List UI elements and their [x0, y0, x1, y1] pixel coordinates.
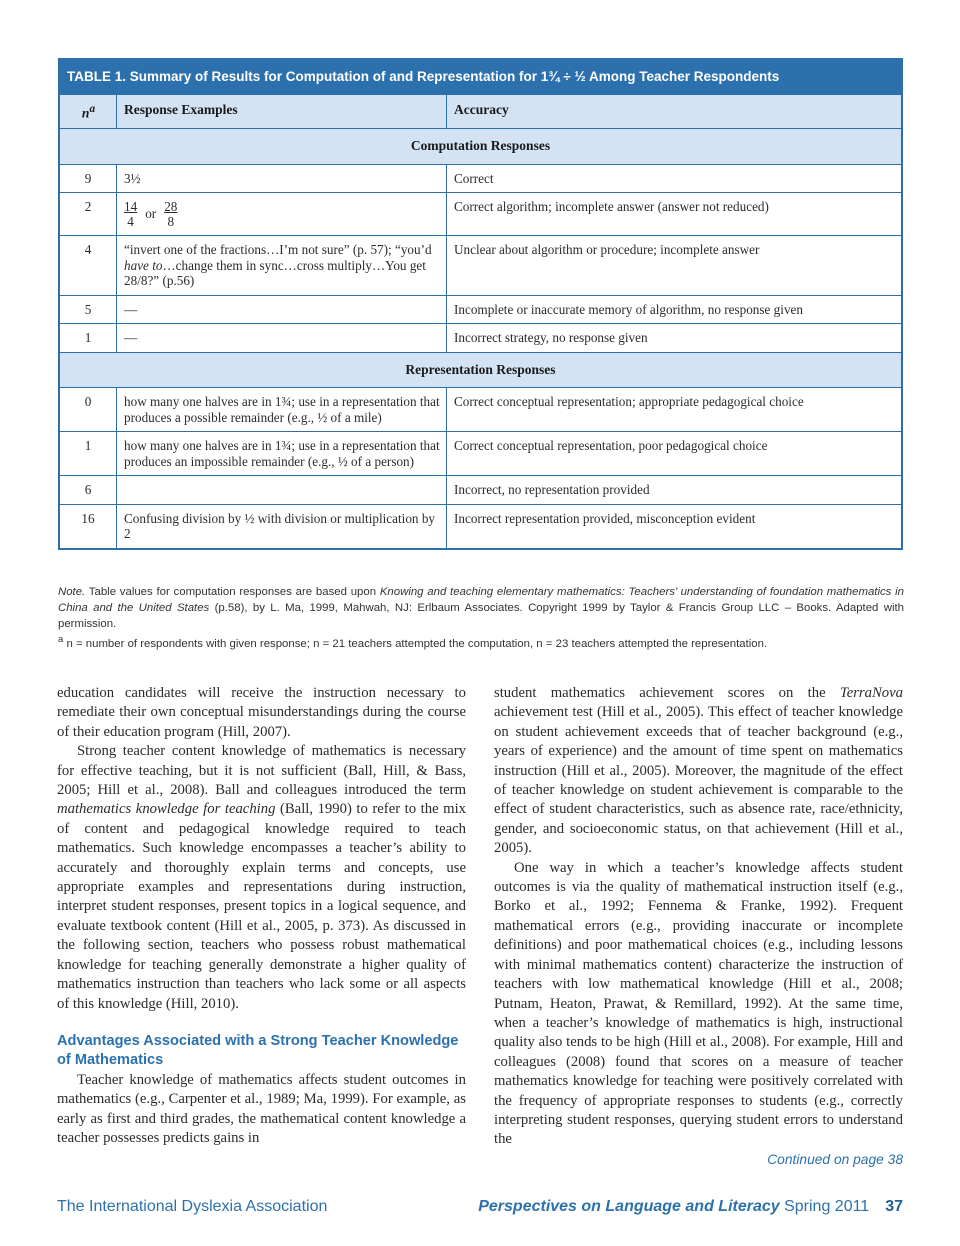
table-row	[60, 504, 902, 548]
count-cell: 0	[60, 388, 117, 432]
accuracy-cell: Unclear about algorithm or procedure; incomplete answer	[447, 236, 902, 296]
quote-emphasis: have to	[124, 257, 163, 273]
note-label: Note.	[58, 586, 86, 598]
footer-publication	[478, 1198, 903, 1216]
page-number: 37	[885, 1198, 903, 1215]
left-column	[57, 684, 466, 1148]
n-column-header	[60, 95, 117, 129]
accuracy-cell: Correct algorithm; incomplete answer (answer not reduced)	[447, 193, 902, 236]
table-row	[60, 236, 902, 296]
table-footnote	[58, 632, 904, 652]
right-column	[494, 684, 903, 1169]
n-header-footnote-mark: a	[89, 103, 96, 115]
example-cell: 3½	[117, 164, 447, 193]
table-notes	[58, 584, 904, 652]
example-cell	[117, 193, 447, 236]
continued-link[interactable]: Continued on page 38	[767, 1151, 903, 1167]
example-cell	[117, 476, 447, 505]
section-title-representation: Representation Responses	[60, 352, 902, 388]
table-row	[60, 432, 902, 476]
section-title-computation: Computation Responses	[60, 129, 902, 165]
results-table	[59, 94, 902, 549]
paragraph-text: Strong teacher content knowledge of mathematics is necessary for effective teaching, but it is not sufficient (Ball, Hill, & Bass, 2005; Hill et al., 2008). Ball and colleagues introduced the term	[57, 743, 466, 799]
note-text: Table values for computation responses are based upon	[85, 586, 380, 598]
body-paragraph: One way in which a teacher’s knowledge affects student outcomes is via the quality of mathematical instruction itself (e.g., Borko et al., 1992; Fennema & Franke, 1992). Frequent mathematical errors (e.g., providing inaccurate or incomplete definitions) and poor mathematical choices (e.g., including lessons with minimal mathematics content) characterize the instruction of teachers with low mathematical knowledge (Hill et al., 2008; Putnam, Heaton, Prawat, & Remillard, 1992). At the same time, when a teacher’s knowledge of mathematics is high, instructional quality also tends to be high (Hill et al., 2008). For example, Hill and colleagues (2008) found that scores on a measure of teacher mathematics knowledge for teaching were positively correlated with the frequency of appropriate responses to students (e.g., correctly interpreting student responses, querying student errors to understand the	[494, 859, 903, 1148]
table-row	[60, 324, 902, 353]
section-row-computation	[60, 129, 902, 165]
note-text: (p.58), by L. Ma, 1999, Mahwah, NJ: Erlbaum Associates. Copyright 1999 by Taylor & Francis Group LLC – Books. Adapted with permission.	[58, 602, 904, 630]
accuracy-cell: Correct conceptual representation, poor pedagogical choice	[447, 432, 902, 476]
fraction-denominator: 4	[127, 214, 134, 229]
table-header-row	[60, 95, 902, 129]
table-row	[60, 295, 902, 324]
accuracy-cell: Incorrect representation provided, misconception evident	[447, 504, 902, 548]
table-row	[60, 164, 902, 193]
fraction-14-4	[124, 199, 137, 229]
table-row	[60, 476, 902, 505]
summary-table	[58, 58, 903, 550]
table-row	[60, 388, 902, 432]
quote-part: “invert one of the fractions…I’m not sure” (p. 57); “you’d	[124, 242, 432, 257]
example-cell: —	[117, 295, 447, 324]
page-footer	[57, 1198, 903, 1220]
quote-part: …change them in sync…cross multiply…You get 28/8?” (p.56)	[124, 257, 426, 288]
accuracy-cell: Correct	[447, 164, 902, 193]
test-name: TerraNova	[839, 685, 903, 701]
footer-journal-title: Perspectives on Language and Literacy	[478, 1198, 780, 1215]
term-emphasis: mathematics knowledge for teaching	[57, 801, 276, 818]
count-cell: 6	[60, 476, 117, 505]
accuracy-cell: Incomplete or inaccurate memory of algorithm, no response given	[447, 295, 902, 324]
note-source-title: Knowing and teaching elementary mathematics: Teachers’ understanding of foundation mathematics in China and the United States	[58, 586, 905, 614]
footnote-mark: a	[58, 634, 64, 645]
count-cell: 4	[60, 236, 117, 296]
section-heading: Advantages Associated with a Strong Teacher Knowledge of Mathematics	[57, 1032, 459, 1069]
table-caption: TABLE 1. Summary of Results for Computation of and Representation for 1¾ ÷ ½ Among Teacher Respondents	[59, 59, 902, 94]
body-paragraph: Teacher knowledge of mathematics affects student outcomes in mathematics (e.g., Carpenter et al., 1989; Ma, 1999). For example, as early as first and third grades, the mathematical content knowledge a teacher possesses predicts gains in	[57, 1071, 466, 1146]
paragraph-text: (Ball, 1990) to refer to the mix of content and pedagogical knowledge required to teach mathematics. Such knowledge encompasses a teacher’s ability to accurately and thoroughly explain terms and concepts, use appropriate examples and representations during instruction, interpret student responses, present topics in a logical sequence, and evaluate textbook content (Hill et al., 2005, p. 373). As discussed in the following section, teachers who possess robust mathematical knowledge for teaching generally demonstrate a higher quality of mathematics instruction than teachers who lack some or all aspects of this knowledge (Hill, 2010).	[57, 801, 466, 1012]
count-cell: 1	[60, 432, 117, 476]
fraction-numerator: 28	[164, 199, 178, 214]
body-paragraph: education candidates will receive the instruction necessary to remediate their own conceptual misunderstandings during the course of their education program (Hill, 2007).	[57, 685, 466, 740]
count-cell: 9	[60, 164, 117, 193]
footnote-text: n = number of respondents with given response; n = 21 teachers attempted the computation, n = 23 teachers attempted the representation.	[63, 637, 768, 650]
count-cell: 2	[60, 193, 117, 236]
table-row	[60, 193, 902, 236]
accuracy-column-header: Accuracy	[447, 95, 902, 129]
fraction-28-8	[164, 199, 177, 229]
footer-organization: The International Dyslexia Association	[57, 1198, 328, 1215]
body-paragraph	[57, 742, 466, 1014]
examples-column-header: Response Examples	[117, 95, 447, 129]
body-paragraph	[494, 684, 903, 859]
example-cell: Confusing division by ½ with division or multiplication by 2	[117, 504, 447, 548]
paragraph-text: student mathematics achievement scores on the	[494, 685, 840, 701]
example-cell: how many one halves are in 1¾; use in a representation that produces a possible remainder (e.g., ½ of a mile)	[117, 388, 447, 432]
count-cell: 1	[60, 324, 117, 353]
example-cell: how many one halves are in 1¾; use in a representation that produces an impossible remainder (e.g., ½ of a person)	[117, 432, 447, 476]
count-cell: 5	[60, 295, 117, 324]
fraction-denominator: 8	[167, 214, 175, 229]
example-cell	[117, 236, 447, 296]
accuracy-cell: Incorrect strategy, no response given	[447, 324, 902, 353]
accuracy-cell: Incorrect, no representation provided	[447, 476, 902, 505]
footer-issue: Spring 2011	[779, 1198, 870, 1215]
paragraph-text: achievement test (Hill et al., 2005). This effect of teacher knowledge on student achievement exceeds that of teacher background (e.g., years of experience) and the amount of time spent on mathematics instruction (Hill et al., 2005). Moreover, the magnitude of the effect of teacher knowledge on student achievement is comparable to the effect of student characteristics, such as absence rate, race/ethnicity, gender, and socioeconomic status, on that achievement (Hill et al., 2005).	[494, 704, 903, 857]
example-cell: —	[117, 324, 447, 353]
accuracy-cell: Correct conceptual representation; appropriate pedagogical choice	[447, 388, 902, 432]
table-note	[58, 584, 904, 632]
fraction-numerator: 14	[124, 199, 138, 214]
n-header-label: n	[81, 105, 90, 121]
or-text: or	[145, 206, 157, 221]
count-cell: 16	[60, 504, 117, 548]
section-row-representation	[60, 352, 902, 388]
